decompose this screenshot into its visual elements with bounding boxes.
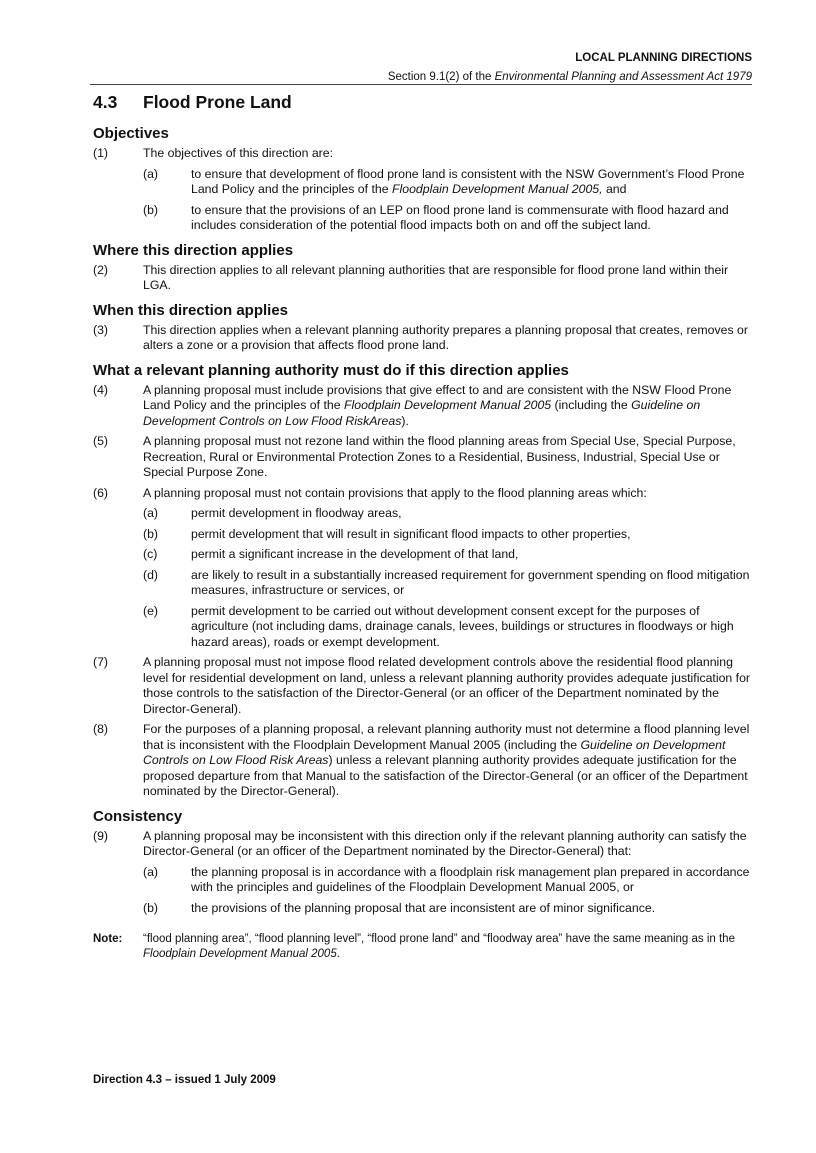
manual-title: Floodplain Development Manual 2005,: [391, 182, 603, 196]
clause-5: [93, 434, 753, 481]
header-subtitle: [388, 71, 752, 83]
consistency-heading: Consistency: [93, 807, 183, 825]
clause-6a: [143, 506, 753, 522]
clause-6e: [143, 604, 753, 651]
subclause-letter: (b): [143, 202, 159, 217]
text-run: and: [602, 182, 627, 196]
subclause-letter: (e): [143, 603, 159, 618]
clause-6: [93, 486, 753, 502]
when-heading: When this direction applies: [93, 301, 289, 319]
objectives-heading: Objectives: [93, 125, 169, 142]
clause-text: [143, 722, 753, 800]
clause-number: (2): [93, 262, 109, 277]
clause-text: A planning proposal must not contain provisions that apply to the flood planning areas which:: [143, 485, 647, 500]
section-title: [93, 92, 753, 113]
clause-text: This direction applies to all relevant planning authorities that are responsible for flood prone land within their LGA.: [143, 262, 729, 292]
clause-9: [93, 829, 753, 860]
clause-1a: [143, 167, 753, 198]
note-text: [143, 932, 753, 961]
clause-4: [93, 383, 753, 430]
clause-1b: [143, 203, 753, 234]
header-act-name: Environmental Planning and Assessment Act 1979: [494, 71, 752, 83]
header-subtitle-prefix: Section 9.1(2) of the: [387, 71, 495, 83]
clause-3: [93, 323, 753, 354]
section-title-text: Flood Prone Land: [143, 92, 292, 112]
clause-1: [93, 146, 753, 162]
subclause-letter: (a): [143, 506, 159, 520]
subclause-text: the provisions of the planning proposal that are inconsistent are of minor significance.: [191, 900, 656, 915]
clause-2: [93, 263, 753, 294]
guideline-title: Guideline on Development Controls on Low Flood Risk Areas: [143, 737, 726, 767]
clause-text: [143, 383, 753, 430]
subclause-letter: (c): [143, 547, 158, 561]
content: [93, 92, 753, 961]
subclause-text: permit development to be carried out without development consent except for the purposes of agriculture (not including dams, drainage canals, levees, buildings or structures in floodways or high hazard areas), roads or exempt development.: [191, 603, 734, 649]
footer: Direction 4.3 – issued 1 July 2009: [93, 1074, 276, 1086]
clause-number: (5): [93, 434, 109, 448]
text-run: A planning proposal must include provisions that give effect to and are consistent with the NSW Flood Prone Land Policy and the principles of the: [143, 382, 732, 412]
manual-title: Floodplain Development Manual 2005: [343, 398, 552, 412]
text-run: .: [336, 947, 340, 960]
subclause-letter: (b): [143, 526, 159, 541]
where-heading: Where this direction applies: [93, 241, 294, 259]
clause-text: A planning proposal must not impose flood related development controls above the residential flood planning level for residential development on land, unless a relevant planning authority provides adequate justification for those controls to the satisfaction of the Director-General (or an officer of the Department nominated by the Director-General).: [143, 655, 751, 716]
clause-number: (3): [93, 322, 109, 337]
text-run: “flood planning area”, “flood planning level”, “flood prone land” and “floodway area” have the same meaning as in the: [143, 933, 735, 945]
subclause-text: are likely to result in a substantially increased requirement for government spending on flood mitigation measures, infrastructure or services, or: [191, 567, 750, 597]
text-run: ) unless a relevant planning authority provides adequate justification for the proposed departure from that Manual to the satisfaction of the Director-General (or an officer of the Department nominated by the Director-General).: [143, 753, 748, 798]
text-run: ).: [401, 413, 409, 428]
subclause-letter: (a): [143, 166, 159, 181]
subclause-letter: (d): [143, 567, 159, 582]
subclause-text: permit development that will result in significant flood impacts to other properties,: [191, 526, 631, 541]
clause-text: The objectives of this direction are:: [143, 146, 334, 160]
section-number: 4.3: [93, 92, 118, 112]
subclause-letter: (b): [143, 900, 159, 915]
subclause-text: permit a significant increase in the development of that land,: [191, 547, 519, 561]
clause-8: [93, 722, 753, 800]
clause-text: A planning proposal must not rezone land within the flood planning areas from Special Use, Special Purpose, Recreation, Rural or Environmental Protection Zones to a Residential, Business, Industrial, Special Use or Special Purpose Zone.: [143, 434, 736, 479]
clause-6d: [143, 568, 753, 599]
clause-text: A planning proposal may be inconsistent with this direction only if the relevant planning authority can satisfy the Director-General (or an officer of the Department nominated by the Director-General) that:: [143, 828, 747, 858]
clause-number: (8): [93, 722, 109, 736]
clause-7: [93, 655, 753, 717]
clause-6b: [143, 527, 753, 543]
subclause-text: to ensure that the provisions of an LEP on flood prone land is commensurate with flood hazard and includes consideration of the potential flood impacts both on and off the subject land.: [191, 202, 729, 232]
clause-text: This direction applies when a relevant planning authority prepares a planning proposal that creates, removes or alters a zone or a provision that affects flood prone land.: [143, 322, 748, 352]
subclause-text: permit development in floodway areas,: [191, 506, 402, 520]
clause-9a: [143, 865, 753, 896]
subclause-letter: (a): [143, 864, 159, 879]
header-title: LOCAL PLANNING DIRECTIONS: [575, 52, 752, 64]
subclause-text: [191, 167, 753, 198]
clause-6c: [143, 547, 753, 563]
note: [93, 932, 753, 961]
clause-number: (1): [93, 146, 109, 160]
subclause-text: the planning proposal is in accordance with a floodplain risk management plan prepared in accordance with the principles and guidelines of the Floodplain Development Manual 2005, or: [191, 864, 750, 894]
clause-number: (4): [93, 382, 109, 397]
manual-title: Floodplain Development Manual 2005: [143, 947, 337, 960]
guideline-title: Guideline on Development Controls on Low Flood RiskAreas: [143, 398, 701, 428]
header-rule: [90, 84, 752, 85]
note-label: Note:: [93, 933, 123, 945]
clause-number: (9): [93, 828, 109, 843]
clause-number: (7): [93, 655, 109, 669]
text-run: For the purposes of a planning proposal, a relevant planning authority must not determine a flood planning level that is inconsistent with the Floodplain Development Manual 2005 (including the: [143, 722, 750, 752]
text-run: to ensure that development of flood prone land is consistent with the NSW Government’s Flood Prone Land Policy and the principles of the: [191, 166, 745, 196]
clause-9b: [143, 901, 753, 917]
clause-number: (6): [93, 485, 109, 500]
what-heading: What a relevant planning authority must do if this direction applies: [93, 361, 569, 379]
text-run: (including the: [551, 398, 632, 412]
